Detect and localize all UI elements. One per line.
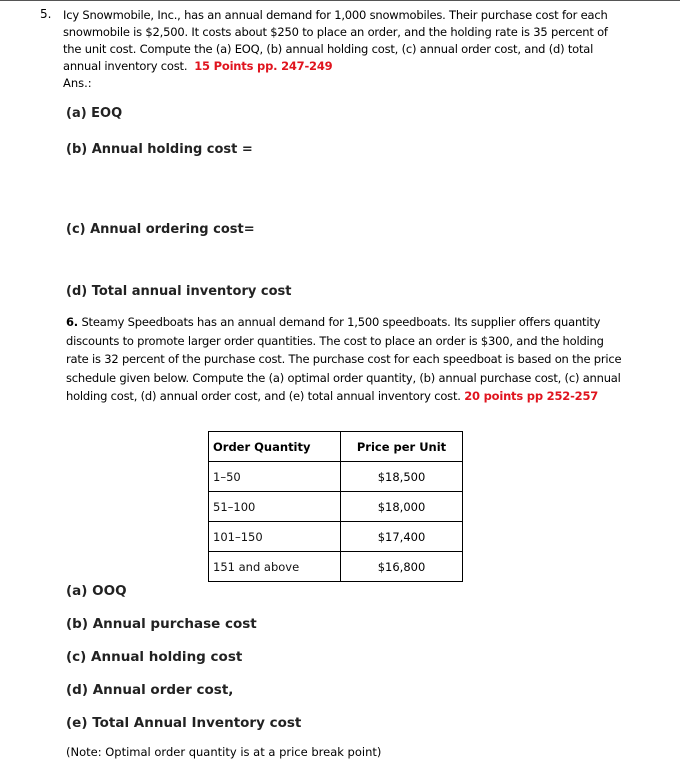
- question-5-line-4-text: annual inventory cost.: [63, 59, 188, 73]
- cell-quantity: 51–100: [209, 492, 341, 522]
- top-divider: [0, 0, 680, 1]
- q6-part-e: (e) Total Annual Inventory cost: [66, 715, 302, 731]
- q5-part-b: (b) Annual holding cost =: [66, 142, 253, 157]
- question-6-line-1-text: Steamy Speedboats has an annual demand for 1,500 speedboats. Its supplier offers quantity: [81, 315, 601, 329]
- table-header-row: [209, 432, 463, 462]
- question-6-line-2: discounts to promote larger order quantities. The cost to place an order is $300, and the holding: [66, 333, 604, 348]
- question-5-line-3: the unit cost. Compute the (a) EOQ, (b) annual holding cost, (c) annual order cost, and (d) total: [63, 42, 594, 56]
- price-schedule-table: [208, 431, 463, 582]
- q5-part-a: (a) EOQ: [66, 106, 123, 121]
- note-text: (Note: Optimal order quantity is at a price break point): [66, 745, 382, 759]
- cell-price: $18,500: [341, 462, 463, 492]
- q6-part-d: (d) Annual order cost,: [66, 682, 234, 698]
- cell-quantity: 151 and above: [209, 552, 341, 582]
- cell-price: $17,400: [341, 522, 463, 552]
- header-price-per-unit: Price per Unit: [341, 432, 463, 462]
- table-row: [209, 492, 463, 522]
- question-6-text: [66, 313, 626, 406]
- question-6-line-4: schedule given below. Compute the (a) optimal order quantity, (b) annual purchase cost, (c) annual: [66, 370, 621, 385]
- header-order-quantity: Order Quantity: [209, 432, 341, 462]
- q6-part-a: (a) OOQ: [66, 583, 127, 599]
- question-5-text: [63, 7, 623, 75]
- question-6-number: 6.: [66, 315, 78, 329]
- question-6-points: 20 points pp 252-257: [464, 389, 599, 403]
- cell-quantity: 1–50: [209, 462, 341, 492]
- q6-part-b: (b) Annual purchase cost: [66, 616, 257, 632]
- question-6-line-3: rate is 32 percent of the purchase cost. The purchase cost for each speedboat is based on the price: [66, 352, 622, 366]
- q6-part-c: (c) Annual holding cost: [66, 649, 243, 665]
- q5-part-c: (c) Annual ordering cost=: [66, 222, 255, 237]
- cell-quantity: 101–150: [209, 522, 341, 552]
- table-row: [209, 552, 463, 582]
- table-row: [209, 522, 463, 552]
- cell-price: $18,000: [341, 492, 463, 522]
- table-row: [209, 462, 463, 492]
- q5-part-d: (d) Total annual inventory cost: [66, 284, 292, 299]
- question-5-line-1: Icy Snowmobile, Inc., has an annual demand for 1,000 snowmobiles. Their purchase cost for each: [63, 8, 608, 22]
- question-6-line-5-text: holding cost, (d) annual order cost, and (e) total annual inventory cost.: [66, 389, 461, 403]
- cell-price: $16,800: [341, 552, 463, 582]
- question-6-line-5: [66, 387, 626, 406]
- question-5-line-4: [63, 58, 623, 75]
- question-5-line-2: snowmobile is $2,500. It costs about $250 to place an order, and the holding rate is 35 percent of: [63, 25, 608, 39]
- question-6-line-1: [66, 313, 626, 332]
- question-5-number: 5.: [40, 7, 52, 21]
- question-5-points: 15 Points pp. 247-249: [194, 59, 333, 73]
- answer-label: Ans.:: [63, 76, 92, 90]
